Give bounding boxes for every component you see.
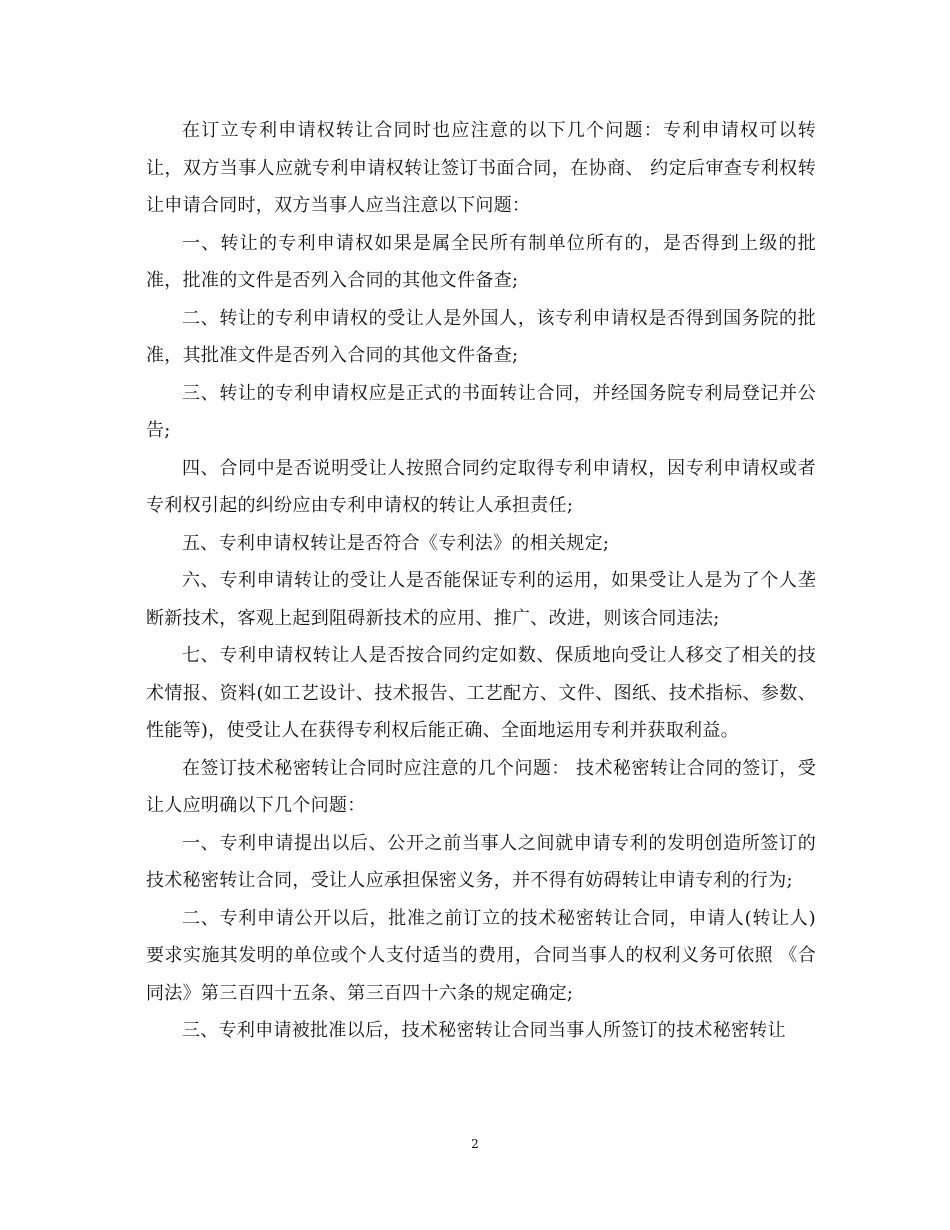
page-number: 2 [471,1137,479,1151]
document-body [146,112,816,1050]
paragraph-secret-item-1: 一、专利申请提出以后、公开之前当事人之间就申请专利的发明创造所签订的 技术秘密转让合同，受让人应承担保密义务，并不得有妨碍转让申请专利的行为; [146,832,816,891]
paragraph-item-1: 一、转让的专利申请权如果是属全民所有制单位所有的，是否得到上级的批准，批准的文件是否列入合同的其他文件备查; [146,232,816,291]
paragraph-item-2: 二、转让的专利申请权的受让人是外国人，该专利申请权是否得到国务院的批准，其批准文件是否列入合同的其他文件备查; [146,307,816,366]
paragraph-item-4: 四、合同中是否说明受让人按照合同约定取得专利申请权，因专利申请权或者专利权引起的纠纷应由专利申请权的转让人承担责任; [146,457,816,516]
paragraph-item-6: 六、专利申请转让的受让人是否能保证专利的运用，如果受让人是为了个人垄断新技术，客观上起到阻碍新技术的应用、推广、改进，则该合同违法; [146,570,816,629]
paragraph-item-5: 五、专利申请权转让是否符合《专利法》的相关规定; [182,532,610,554]
paragraph-technical-secret-transfer-intro: 在签订技术秘密转让合同时应注意的几个问题： 技术秘密转让合同的签订，受让人应明确以下几个问题： [146,757,816,816]
paragraph-item-3: 三、转让的专利申请权应是正式的书面转让合同，并经国务院专利局登记并公告; [146,382,816,441]
paragraph-item-7: 七、专利申请权转让人是否按合同约定如数、保质地向受让人移交了相关的技术情报、资料(如工艺设计、技术报告、工艺配方、文件、图纸、技术指标、参数、性能等)，使受让人在获得专利权后能正确、全面地运用专利并获取利益。 [146,645,816,741]
paragraph-patent-application-transfer-intro: 在订立专利申请权转让合同时也应注意的以下几个问题：专利申请权可以转让，双方当事人应就专利申请权转让签订书面合同，在协商、 约定后审查专利权转让申请合同时，双方当事人应当注意以下问题： [146,120,816,216]
paragraph-secret-item-2: 二、专利申请公开以后，批准之前订立的技术秘密转让合同，申请人(转让人) 要求实施其发明的单位或个人支付适当的费用，合同当事人的权利义务可依照 《合同法》第三百四十五条、第三百四十六条的规定确定; [146,907,816,1004]
paragraph-secret-item-3: 三、专利申请被批准以后，技术秘密转让合同当事人所签订的技术秘密转让 [182,1020,786,1041]
